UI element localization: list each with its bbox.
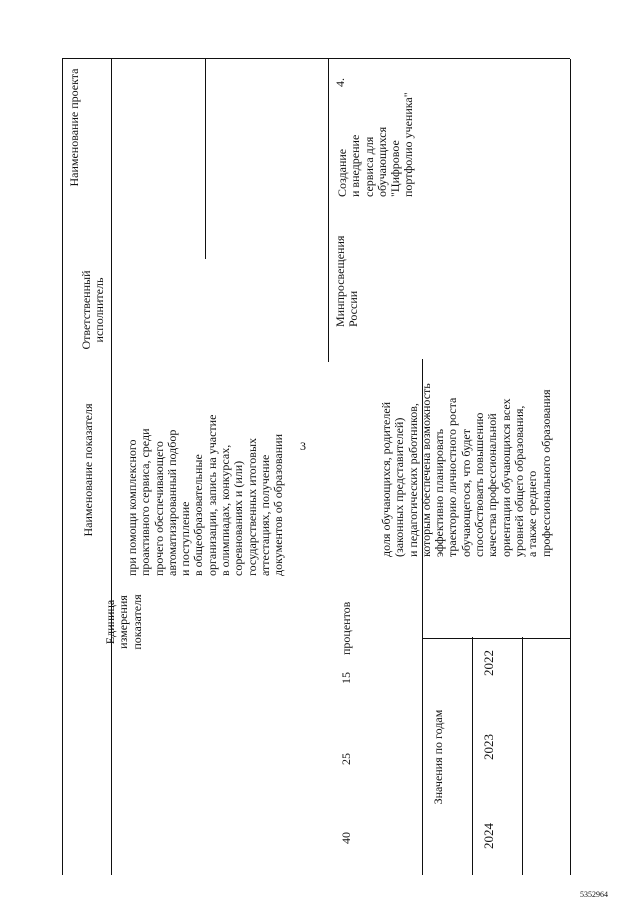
indicator-column-border bbox=[328, 59, 329, 362]
header-values-by-years: Значения по годам bbox=[431, 709, 445, 805]
table-bottom-border bbox=[62, 58, 570, 59]
header-bottom-border bbox=[111, 59, 112, 875]
row-2-value-2022: 15 bbox=[339, 672, 353, 684]
table-right-border bbox=[570, 59, 571, 875]
row-2-indicator: доля обучающихся, родителей (законных представителей) и педагогических работников, которым обеспечена возможность эффективно планировать траекторию личностного роста обучающегося, что будет способствовать повышению качества профессиональной ориентации обучающихся всех уровней общего образования, а также среднего профессионального образования bbox=[379, 383, 553, 557]
row-2-unit: процентов bbox=[339, 601, 353, 655]
header-project: Наименование проекта bbox=[67, 68, 81, 187]
year-2022-column-border bbox=[472, 637, 473, 875]
executor-column-border bbox=[205, 59, 206, 259]
header-indicator: Наименование показателя bbox=[81, 403, 95, 537]
header-executor: Ответственный исполнитель bbox=[79, 270, 107, 350]
year-2023-column-border bbox=[522, 637, 523, 875]
document-stamp: 5352964 bbox=[580, 890, 608, 899]
table-top-border bbox=[62, 59, 63, 875]
header-year-2022: 2022 bbox=[481, 650, 496, 676]
row-2-value-2024: 40 bbox=[339, 832, 353, 844]
row-1-indicator: при помощи комплексного проактивного сервиса, среди прочего обеспечивающего автоматизированный подбор и поступление в общеобразовательные организации, запись на участие в олимпиадах, конкурсах, соревнованиях и (или) государственных итоговых аттестациях, получение документов об образовании bbox=[125, 414, 286, 576]
page-number: 3 bbox=[300, 439, 306, 453]
header-year-2024: 2024 bbox=[481, 823, 496, 849]
row-2-number: 4. bbox=[333, 78, 347, 87]
row-2-executor: Минпросвещения России bbox=[333, 235, 361, 327]
header-unit: Единица измерения показателя bbox=[103, 594, 144, 650]
row-2-value-2023: 25 bbox=[339, 753, 353, 765]
row-2-project: Создание и внедрение сервиса для обучающихся "Цифровое портфолио ученика" bbox=[335, 92, 416, 197]
header-year-2023: 2023 bbox=[481, 734, 496, 760]
